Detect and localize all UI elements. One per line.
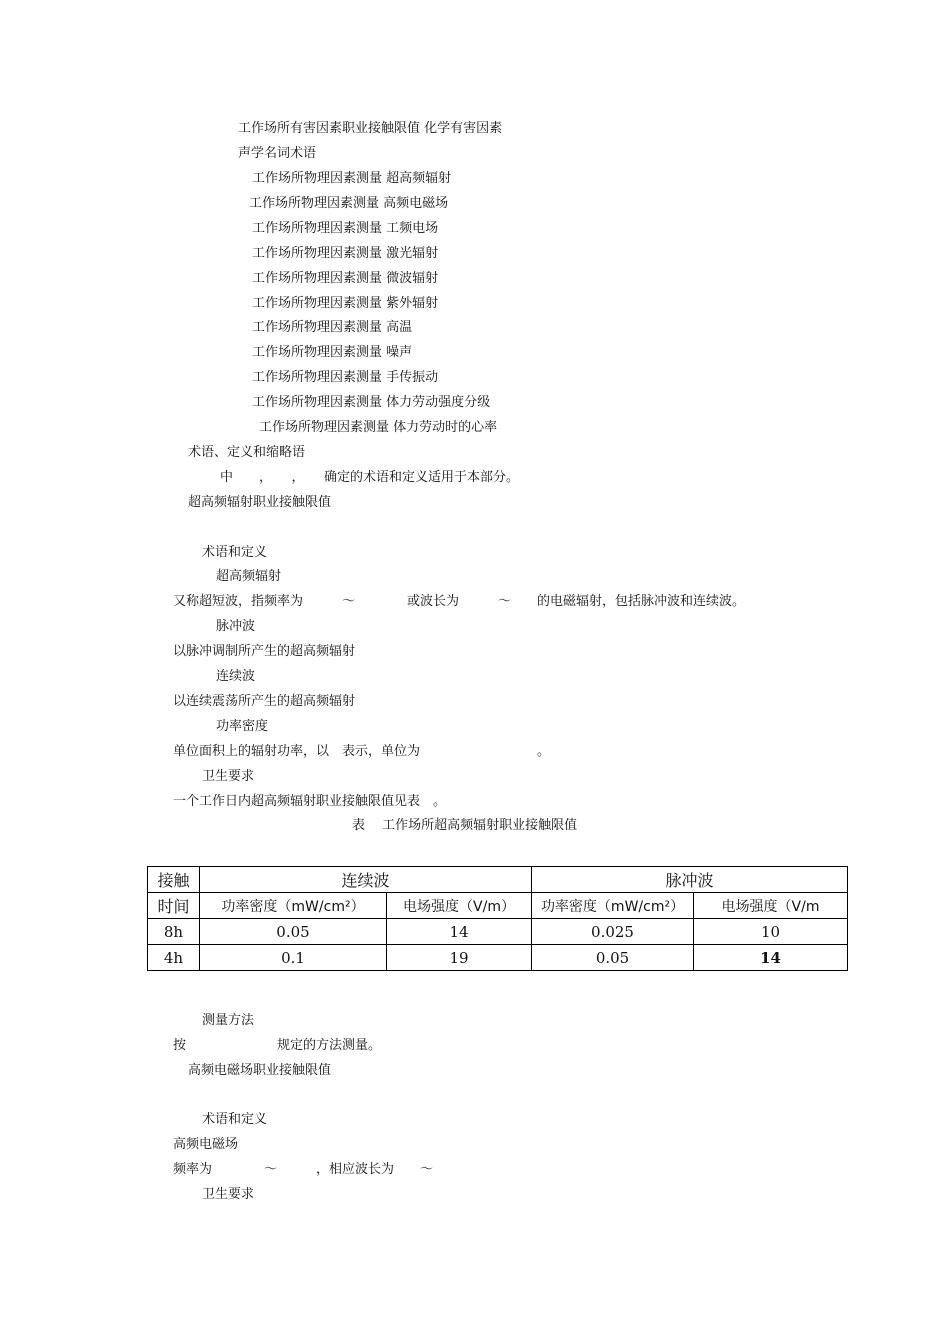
paragraph: 一个工作日内超高频辐射职业接触限值见表 。	[173, 794, 447, 809]
section-heading: 高频电磁场职业接触限值	[188, 1063, 332, 1078]
header-pulse-wave: 脉冲波	[532, 867, 848, 893]
table-caption: 表 工作场所超高频辐射职业接触限值	[352, 818, 578, 833]
header-power-density-continuous: 功率密度（mW/cm²）	[200, 893, 387, 919]
reference-item: 工作场所物理因素测量 微波辐射	[252, 271, 439, 286]
reference-item: 工作场所物理因素测量 噪声	[252, 345, 413, 360]
reference-item: 工作场所物理因素测量 体力劳动强度分级	[252, 395, 491, 410]
table-cell: 0.05	[532, 945, 694, 971]
table-cell: 0.025	[532, 919, 694, 945]
reference-item: 工作场所物理因素测量 工频电场	[252, 221, 439, 236]
reference-item: 工作场所物理因素测量 高频电磁场	[249, 196, 449, 211]
definition-text: 频率为 ～ ，相应波长为 ～	[173, 1162, 434, 1177]
table-cell: 19	[387, 945, 532, 971]
reference-item: 工作场所物理因素测量 高温	[252, 320, 413, 335]
term-heading: 脉冲波	[216, 619, 256, 634]
paragraph: 中 ， ， 确定的术语和定义适用于本部分。	[220, 470, 520, 485]
exposure-limit-table	[147, 866, 848, 971]
definition-text: 又称超短波，指频率为 ～ 或波长为 ～ 的电磁辐射，包括脉冲波和连续波。	[173, 594, 746, 609]
definition-text: 以连续震荡所产生的超高频辐射	[173, 694, 356, 709]
definition-text: 以脉冲调制所产生的超高频辐射	[173, 644, 356, 659]
definition-text: 单位面积上的辐射功率，以 表示，单位为 。	[173, 744, 551, 759]
term-heading: 功率密度	[216, 719, 269, 734]
subsection-heading: 测量方法	[202, 1013, 255, 1028]
term-heading: 超高频辐射	[216, 569, 282, 584]
table-header-row	[148, 867, 848, 893]
header-time-bottom: 时间	[148, 893, 200, 919]
reference-item: 工作场所有害因素职业接触限值 化学有害因素	[238, 121, 503, 136]
paragraph: 按 规定的方法测量。	[173, 1038, 382, 1053]
reference-item: 工作场所物理因素测量 紫外辐射	[252, 296, 439, 311]
term-heading: 高频电磁场	[173, 1137, 239, 1152]
table-cell: 14	[387, 919, 532, 945]
table-row	[148, 945, 848, 971]
header-field-strength-pulse: 电场强度（V/m	[694, 893, 848, 919]
reference-item: 工作场所物理因素测量 超高频辐射	[252, 171, 452, 186]
header-time-top: 接触	[148, 867, 200, 893]
subsection-heading: 术语和定义	[202, 1112, 268, 1127]
header-power-density-pulse: 功率密度（mW/cm²）	[532, 893, 694, 919]
table-row	[148, 919, 848, 945]
table-cell: 10	[694, 919, 848, 945]
reference-item: 声学名词术语	[238, 146, 317, 161]
section-heading: 术语、定义和缩略语	[188, 445, 306, 460]
reference-item: 工作场所物理因素测量 体力劳动时的心率	[259, 420, 498, 435]
table-cell: 4h	[148, 945, 200, 971]
header-field-strength-continuous: 电场强度（V/m）	[387, 893, 532, 919]
reference-item: 工作场所物理因素测量 激光辐射	[252, 246, 439, 261]
table-cell: 14	[694, 945, 848, 971]
subsection-heading: 卫生要求	[202, 769, 255, 784]
section-heading: 超高频辐射职业接触限值	[188, 495, 332, 510]
header-continuous-wave: 连续波	[200, 867, 532, 893]
exposure-limit-table-wrapper	[147, 866, 820, 973]
table-cell: 0.05	[200, 919, 387, 945]
table-subheader-row	[148, 893, 848, 919]
term-heading: 连续波	[216, 669, 256, 684]
table-cell: 0.1	[200, 945, 387, 971]
reference-item: 工作场所物理因素测量 手传振动	[252, 370, 439, 385]
table-cell: 8h	[148, 919, 200, 945]
subsection-heading: 术语和定义	[202, 545, 268, 560]
subsection-heading: 卫生要求	[202, 1187, 255, 1202]
